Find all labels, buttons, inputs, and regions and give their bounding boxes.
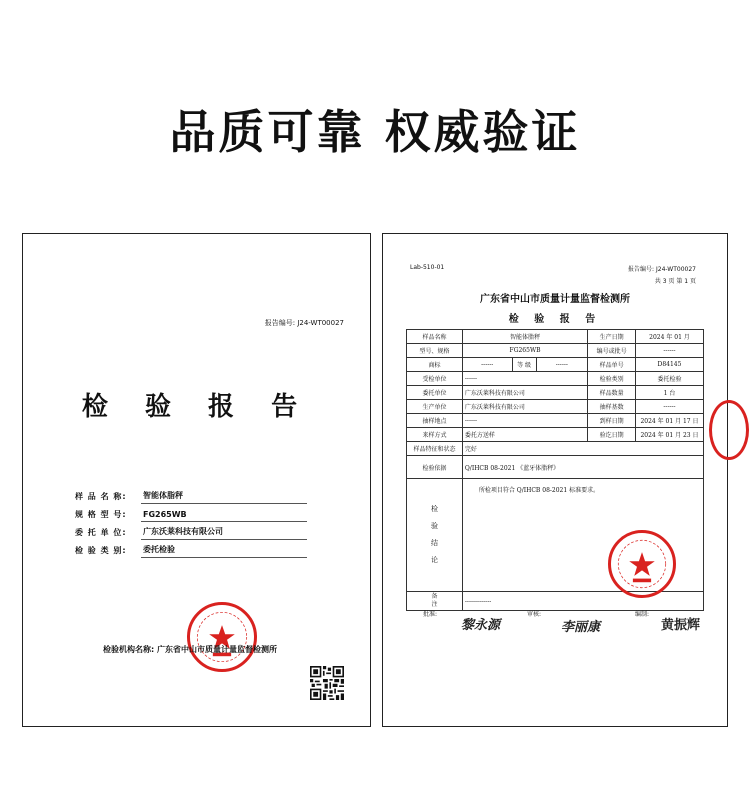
table-key: 抽样基数 [588, 400, 636, 414]
table-key: 验讫日期 [588, 428, 636, 442]
edge-seal [709, 400, 749, 460]
table-value: ------ [636, 344, 704, 358]
table-row [407, 442, 704, 456]
table-value: 2024 年 01 月 [636, 330, 704, 344]
table-key: 生产单位 [407, 400, 463, 414]
report-title: 检 验 报 告 [508, 314, 602, 325]
table-key: 商标 [407, 358, 463, 372]
cover-row-label: 规 格 型 号: [75, 510, 127, 519]
table-key: 检验类别 [588, 372, 636, 386]
table-value: Q/IHCB 08-2021 《蓝牙体脂秤》 [462, 456, 703, 479]
table-value: 广东沃莱科技有限公司 [462, 400, 587, 414]
table-value: ------ [636, 400, 704, 414]
table-value: ------ [462, 358, 512, 372]
table-key: 受检单位 [407, 372, 463, 386]
cover-row-value: 广东沃莱科技有限公司 [141, 526, 307, 540]
cover-row-value: 智能体脂秤 [141, 490, 307, 504]
table-key: 编号或批号 [588, 344, 636, 358]
cover-row-value: FG265WB [141, 510, 307, 522]
conclusion-label: 检 验 结 论 [407, 479, 463, 592]
table-value: 委托检验 [636, 372, 704, 386]
approver-signature: 黎永源 [461, 618, 501, 633]
table-key: 来样方式 [407, 428, 463, 442]
cover-row-label: 委 托 单 位: [75, 528, 127, 537]
table-value: 2024 年 01 月 17 日 [636, 414, 704, 428]
page-count: 共 3 页 第 1 页 [654, 278, 696, 285]
table-value: 完好 [462, 442, 703, 456]
table-key: 样品数量 [588, 386, 636, 400]
official-seal [187, 602, 257, 672]
cover-row-value: 委托检验 [141, 544, 307, 558]
table-key: 样品名称 [407, 330, 463, 344]
table-value: 委托方送样 [462, 428, 587, 442]
cover-info-list [75, 486, 307, 558]
table-key: 到样日期 [588, 414, 636, 428]
cover-row-sample-name [75, 486, 307, 504]
form-code: Lab-510-01 [410, 264, 445, 271]
official-seal [608, 530, 676, 598]
table-value: 2024 年 01 月 23 日 [636, 428, 704, 442]
table-key: 生产日期 [588, 330, 636, 344]
cover-row-model [75, 504, 307, 522]
cover-row-category [75, 540, 307, 558]
table-row [407, 330, 704, 344]
report-number-block [628, 264, 696, 288]
cover-row-client [75, 522, 307, 540]
remark-text: ------------- [462, 592, 703, 611]
table-key: 样品特征和状态 [407, 442, 463, 456]
cover-title: 检 验 报 告 [81, 392, 312, 422]
table-key: 委托单位 [407, 386, 463, 400]
table-value: 广东沃莱科技有限公司 [462, 386, 587, 400]
table-key: 检验依据 [407, 456, 463, 479]
report-org: 广东省中山市质量计量监督检测所 [480, 294, 630, 305]
table-row [407, 428, 704, 442]
table-key: 等 级 [512, 358, 536, 372]
table-key: 样品单号 [588, 358, 636, 372]
cover-row-label: 检 验 类 别: [75, 546, 127, 555]
table-row [407, 414, 704, 428]
table-row [407, 358, 704, 372]
table-row [407, 456, 704, 479]
approve-label: 批准: [423, 611, 438, 618]
table-row [407, 400, 704, 414]
report-cover [22, 233, 371, 727]
table-value: D84145 [636, 358, 704, 372]
page-headline: 品质可靠 权威验证 [169, 105, 581, 159]
remark-label: 备 注 [407, 592, 463, 611]
report-number: 报告编号: J24-WT00027 [264, 319, 344, 327]
reviewer-signature: 李丽康 [561, 620, 601, 635]
table-value: 智能体脂秤 [462, 330, 587, 344]
qr-code-icon [310, 666, 344, 700]
table-row [407, 344, 704, 358]
report-page [382, 233, 728, 727]
testing-org: 检验机构名称: 广东省中山市质量计量监督检测所 [103, 645, 277, 654]
table-row [407, 372, 704, 386]
cover-row-label: 样 品 名 称: [75, 492, 127, 501]
table-key: 型号、规格 [407, 344, 463, 358]
table-row [407, 386, 704, 400]
conclusion-text: 所检项目符合 Q/IHCB 08-2021 标准要求。 [462, 479, 703, 592]
table-value: FG265WB [462, 344, 587, 358]
table-value: ------ [462, 372, 587, 386]
table-value: 1 台 [636, 386, 704, 400]
table-value: ------ [462, 414, 587, 428]
review-label: 审核: [527, 611, 542, 618]
table-key: 抽样地点 [407, 414, 463, 428]
editor-signature: 黄振辉 [661, 618, 701, 633]
report-number: 报告编号: J24-WT00027 [628, 266, 696, 273]
table-value: ------ [536, 358, 588, 372]
inspect-label: 编制: [635, 611, 650, 618]
